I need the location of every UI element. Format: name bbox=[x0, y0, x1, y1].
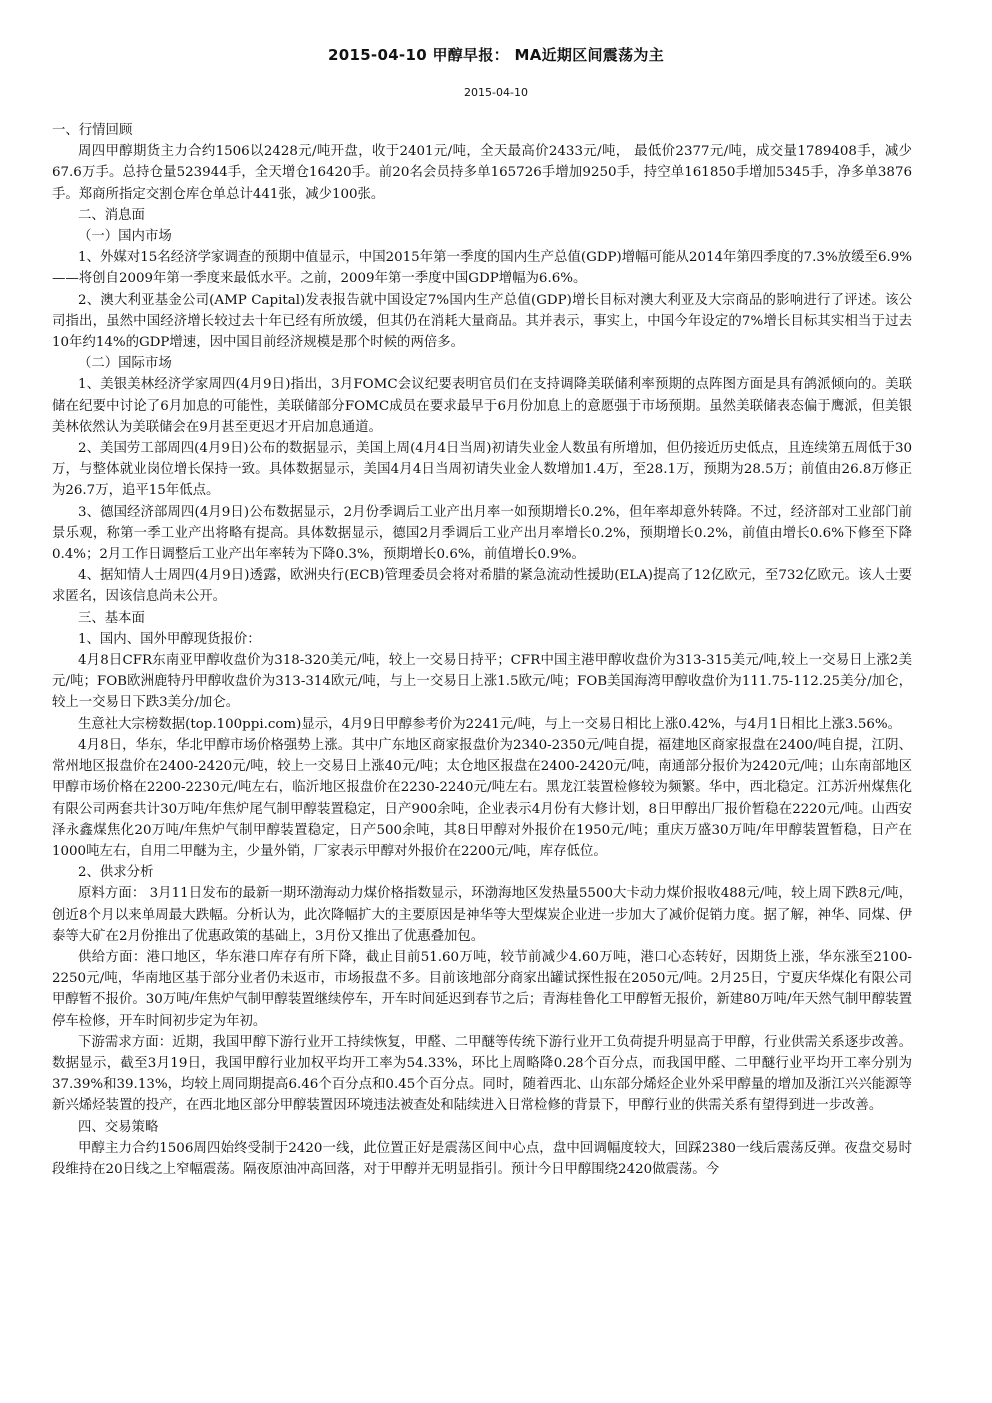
subheading-spot-prices: 1、国内、国外甲醇现货报价： bbox=[78, 631, 261, 647]
report-body bbox=[52, 120, 912, 1180]
paragraph-downstream-demand: 下游需求方面：近期，我国甲醇下游行业开工持续恢复，甲醛、二甲醚等传统下游行业开工负荷提升明显高于甲醇，行业供需关系逐步改善。数据显示，截至3月19日，我国甲醇行业加权平均开工率为54.33%，环比上周略降0.28个百分点，而我国甲醛、二甲醚行业平均开工率分别为37.39%和39.13%，均较上周同期提高6.46个百分点和0.45个百分点。同时，随着西北、山东部分烯烃企业外采甲醇量的增加及浙江兴兴能源等新兴烯烃装置的投产，在西北地区部分甲醇装置因环境违法被查处和陆续进入日常检修的背景下，甲醇行业的供需关系有望得到进一步改善。 bbox=[52, 1034, 912, 1114]
paragraph-spot-2: 生意社大宗榜数据(top.100ppi.com)显示，4月9日甲醇参考价为2241元/吨，与上一交易日相比上涨0.42%，与4月1日相比上涨3.56%。 bbox=[78, 716, 901, 732]
paragraph-raw-materials: 原料方面： 3月11日发布的最新一期环渤海动力煤价格指数显示，环渤海地区发热量5500大卡动力煤价报收488元/吨，较上周下跌8元/吨，创近8个月以来单周最大跌幅。分析认为，此次降幅扩大的主要原因是神华等大型煤炭企业进一步加大了减价促销力度。据了解，神华、同煤、伊泰等大矿在2月份推出了优惠政策的基础上，3月份又推出了优惠叠加包。 bbox=[52, 886, 912, 944]
section-heading-strategy: 四、交易策略 bbox=[78, 1119, 159, 1135]
subheading-domestic-market: （一）国内市场 bbox=[78, 229, 172, 245]
subheading-supply-demand: 2、供求分析 bbox=[78, 865, 154, 881]
paragraph-international-4: 4、据知情人士周四(4月9日)透露，欧洲央行(ECB)管理委员会将对希腊的紧急流动性援助(ELA)提高了12亿欧元，至732亿欧元。该人士要求匿名，因该信息尚未公开。 bbox=[52, 568, 912, 605]
page-title: 2015-04-10 甲醇早报： MA近期区间震荡为主 bbox=[327, 46, 665, 64]
paragraph-spot-1: 4月8日CFR东南亚甲醇收盘价为318-320美元/吨，较上一交易日持平；CFR中国主港甲醇收盘价为313-315美元/吨,较上一交易日上涨2美元/吨；FOB欧洲鹿特丹甲醇收盘价为313-314欧元/吨，与上一交易日上涨1.5欧元/吨；FOB美国海湾甲醇收盘价为111.75-112.25美分/加仑，较上一交易日下跌3美分/加仑。 bbox=[52, 653, 912, 711]
paragraph-market-review: 周四甲醇期货主力合约1506以2428元/吨开盘，收于2401元/吨，全天最高价2433元/吨， 最低价2377元/吨，成交量1789408手，减少67.6万手。总持仓量523944手，全天增仓16420手。前20名会员持多单165726手增加9250手，持空单161850手增加5345手，净多单3876手。郑商所指定交割仓库仓单总计441张，减少100张。 bbox=[52, 144, 912, 202]
paragraph-supply: 供给方面：港口地区，华东港口库存有所下降，截止目前51.60万吨，较节前减少4.60万吨，港口心态转好，因期货上涨，华东涨至2100-2250元/吨，华南地区基于部分业者仍未返市，市场报盘不多。目前该地部分商家出罐试探性报在2050元/吨。2月25日，宁夏庆华煤化有限公司甲醇暂不报价。30万吨/年焦炉气制甲醇装置继续停车，开车时间延迟到春节之后；青海桂鲁化工甲醇暂无报价，新建80万吨/年天然气制甲醇装置停车检修，开车时间初步定为年初。 bbox=[52, 949, 912, 1029]
paragraph-strategy: 甲醇主力合约1506周四始终受制于2420一线，此位置正好是震荡区间中心点，盘中回调幅度较大，回踩2380一线后震荡反弹。夜盘交易时段维持在20日线之上窄幅震荡。隔夜原油冲高回落，对于甲醇并无明显指引。预计今日甲醇围绕2420做震荡。今 bbox=[52, 1140, 912, 1177]
subheading-international-market: （二）国际市场 bbox=[78, 356, 172, 372]
section-heading-fundamentals: 三、基本面 bbox=[78, 610, 145, 626]
paragraph-international-3: 3、德国经济部周四(4月9日)公布数据显示，2月份季调后工业产出月率一如预期增长0.2%，但年率却意外转降。不过，经济部对工业部门前景乐观，称第一季工业产出将略有提高。具体数据显示，德国2月季调后工业产出月率增长0.2%，预期增长0.2%，前值由增长0.6%下修至下降0.4%；2月工作日调整后工业产出年率转为下降0.3%，预期增长0.6%，前值增长0.9%。 bbox=[52, 504, 912, 563]
section-heading-news: 二、消息面 bbox=[78, 207, 145, 223]
paragraph-international-2: 2、美国劳工部周四(4月9日)公布的数据显示，美国上周(4月4日当周)初请失业金人数虽有所增加，但仍接近历史低点，且连续第五周低于30万，与整体就业岗位增长保持一致。具体数据显示，美国4月4日当周初请失业金人数增加1.4万，至28.1万，预期为28.5万；前值由26.8万修正为26.7万，追平15年低点。 bbox=[52, 441, 912, 499]
paragraph-international-1: 1、美银美林经济学家周四(4月9日)指出，3月FOMC会议纪要表明官员们在支持调降美联储利率预期的点阵图方面是具有鸽派倾向的。美联储在纪要中讨论了6月加息的可能性，美联储部分FOMC成员在要求最早于6月份加息上的意愿强于市场预期。虽然美联储表态偏于鹰派，但美银美林依然认为美联储会在9月甚至更迟才开启加息通道。 bbox=[52, 377, 912, 435]
paragraph-domestic-2: 2、澳大利亚基金公司(AMP Capital)发表报告就中国设定7%国内生产总值(GDP)增长目标对澳大利亚及大宗商品的影响进行了评述。该公司指出，虽然中国经济增长较过去十年已经有所放缓，但其仍在消耗大量商品。其并表示，事实上，中国今年设定的7%增长目标其实相当于过去10年约14%的GDP增速，因中国目前经济规模是那个时候的两倍多。 bbox=[52, 292, 912, 351]
paragraph-domestic-1: 1、外媒对15名经济学家调查的预期中值显示，中国2015年第一季度的国内生产总值(GDP)增幅可能从2014年第四季度的7.3%放缓至6.9%——将创自2009年第一季度来最低水平。之前，2009年第一季度中国GDP增幅为6.6%。 bbox=[52, 250, 912, 287]
paragraph-spot-3: 4月8日，华东，华北甲醇市场价格强势上涨。其中广东地区商家报盘价为2340-2350元/吨自提，福建地区商家报盘在2400/吨自提，江阴、常州地区报盘价在2400-2420元/吨，较上一交易日上涨40元/吨；太仓地区报盘在2400-2420元/吨，南通部分报价为2420元/吨；山东南部地区甲醇市场价格在2200-2230元/吨左右，临沂地区报盘价在2230-2240元/吨左右。黑龙江装置检修较为频繁。华中，西北稳定。江苏沂州煤焦化有限公司两套共计30万吨/年焦炉尾气制甲醇装置稳定，日产900余吨，企业表示4月份有大修计划，8日甲醇出厂报价暂稳在2220元/吨。山西安泽永鑫煤焦化20万吨/年焦炉气制甲醇装置稳定，日产500余吨，其8日甲醇对外报价在1950元/吨；重庆万盛30万吨/年甲醇装置暂稳，日产在1000吨左右，自用二甲醚为主，少量外销，厂家表示甲醇对外报价在2200元/吨，库存低位。 bbox=[52, 737, 912, 859]
section-heading-market-review: 一、行情回顾 bbox=[52, 123, 133, 138]
report-date: 2015-04-10 bbox=[464, 86, 528, 99]
